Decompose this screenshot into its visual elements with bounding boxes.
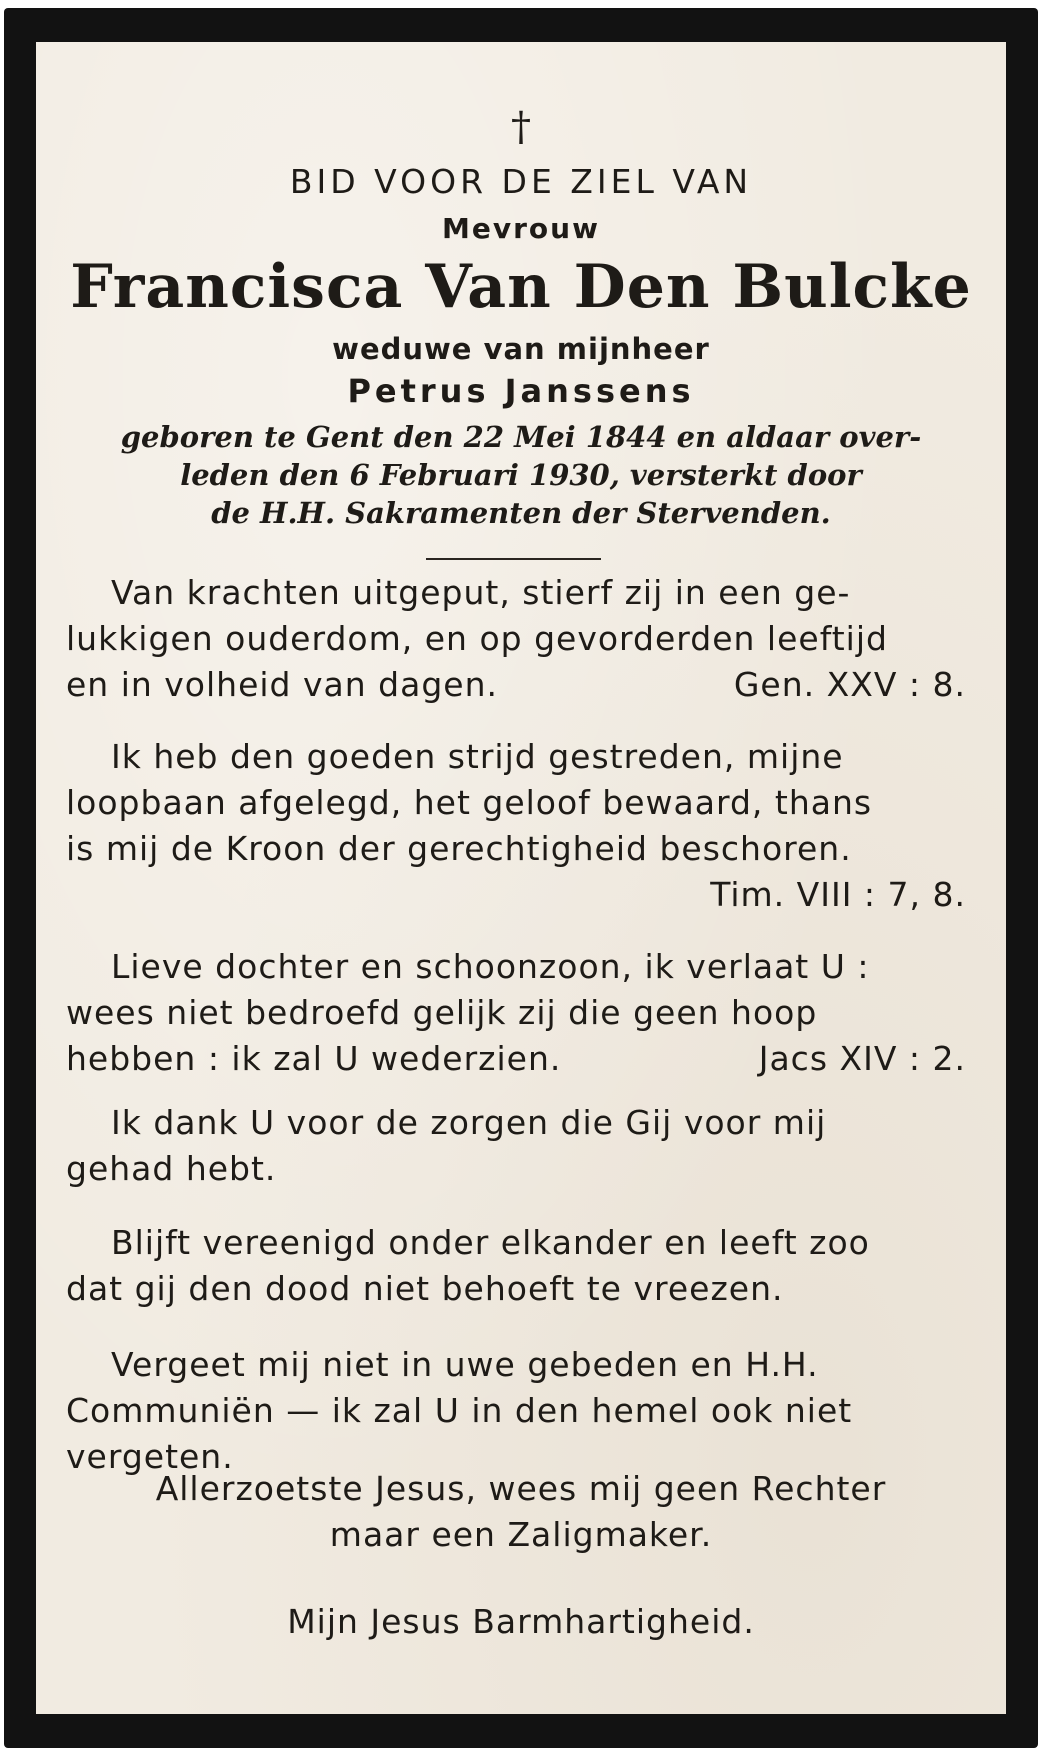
- text-line: dat gij den dood niet behoeft te vreezen.: [66, 1269, 784, 1308]
- text-line: gehad hebt.: [66, 1149, 277, 1188]
- mourning-card-border: [4, 8, 1038, 1748]
- widow-line: weduwe van mijnheer: [332, 332, 710, 366]
- text-line: loopbaan afgelegd, het geloof bewaard, thans: [66, 783, 873, 822]
- scripture-reference: Jacs XIV : 2.: [758, 1039, 966, 1078]
- text-line: wees niet bedroefd gelijk zij die geen hoop: [66, 993, 818, 1032]
- life-dates: [36, 418, 1006, 532]
- closing-line: Allerzoetste Jesus, wees mij geen Rechter: [155, 1469, 887, 1508]
- spouse-name: Petrus Janssens: [347, 372, 695, 410]
- closing-line: maar een Zaligmaker.: [329, 1515, 713, 1554]
- text-line: Communiën — ik zal U in den hemel ook niet: [66, 1391, 853, 1430]
- paragraph-prayers: [66, 1342, 966, 1480]
- title-word: Mevrouw: [442, 212, 600, 245]
- scripture-reference: Tim. VIII : 7, 8.: [710, 875, 966, 914]
- life-dates-line: leden den 6 Februari 1930, versterkt door: [180, 458, 862, 492]
- text-line: Vergeet mij niet in uwe gebeden en H.H.: [111, 1345, 819, 1384]
- deceased-name: Francisca Van Den Bulcke: [70, 252, 972, 322]
- closing-prayer: [36, 1466, 1006, 1558]
- paragraph-genesis: [66, 570, 966, 708]
- text-line: Lieve dochter en schoonzoon, ik verlaat U :: [111, 947, 870, 986]
- text-line: Van krachten uitgeput, stierf zij in een ge-: [111, 573, 851, 612]
- cross-icon: †: [511, 104, 531, 150]
- life-dates-line: geboren te Gent den 22 Mei 1844 en aldaar over-: [120, 420, 922, 454]
- closing-invocation: Mijn Jesus Barmhartigheid.: [287, 1602, 755, 1641]
- text-line: lukkigen ouderdom, en op gevorderden leeftijd: [66, 619, 888, 658]
- mourning-card-paper: [36, 42, 1006, 1714]
- text-line: Ik heb den goeden strijd gestreden, mijne: [111, 737, 844, 776]
- text-line: [66, 662, 966, 708]
- life-dates-line: de H.H. Sakramenten der Stervenden.: [211, 496, 831, 530]
- paragraph-timothy: [66, 734, 966, 918]
- prayer-heading: BID VOOR DE ZIEL VAN: [289, 162, 753, 201]
- text-line-content: hebben : ik zal U wederzien.: [66, 1039, 562, 1078]
- text-line: vergeten.: [66, 1437, 234, 1476]
- divider-line: [426, 558, 601, 560]
- text-line: [66, 1036, 966, 1082]
- text-line-content: en in volheid van dagen.: [66, 665, 498, 704]
- scripture-reference: Gen. XXV : 8.: [733, 665, 966, 704]
- text-line: Ik dank U voor de zorgen die Gij voor mij: [111, 1103, 827, 1142]
- text-line: Blijft vereenigd onder elkander en leeft zoo: [111, 1223, 870, 1262]
- paragraph-thanks: [66, 1100, 966, 1192]
- text-line: is mij de Kroon der gerechtigheid beschoren.: [66, 829, 852, 868]
- paragraph-unity: [66, 1220, 966, 1312]
- paragraph-farewell: [66, 944, 966, 1082]
